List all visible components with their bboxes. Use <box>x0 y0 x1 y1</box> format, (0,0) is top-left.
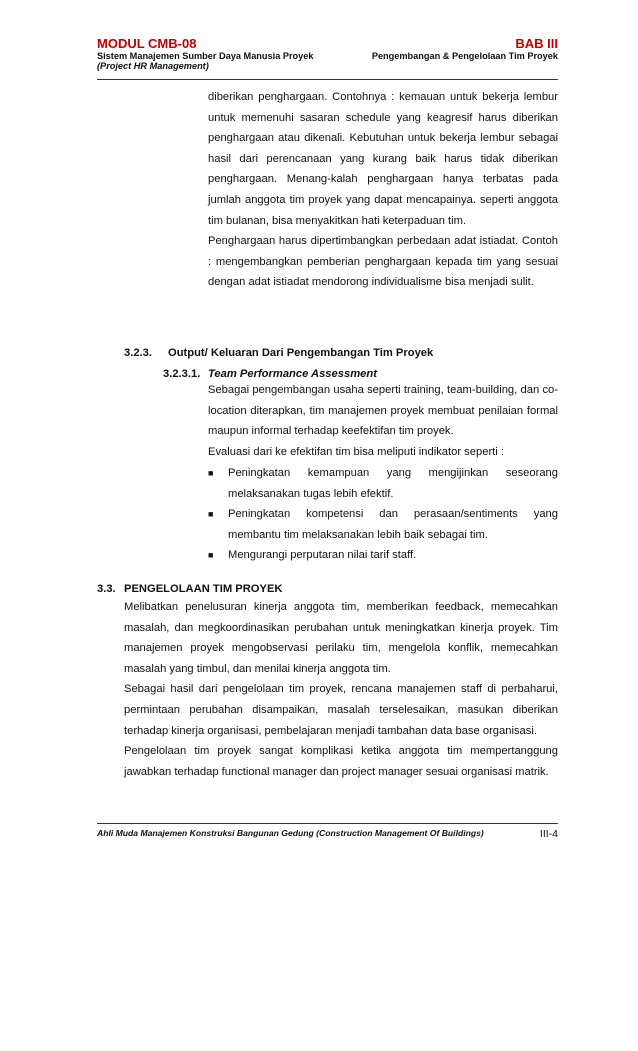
list-item: ■ Peningkatan kompetensi dan perasaan/sentiments yang membantu tim melaksanakan lebih baik sebagai tim. <box>208 504 558 545</box>
header-subtitle-left2: (Project HR Management) <box>97 61 209 71</box>
indicator-list <box>208 463 558 566</box>
section-number: 3.2.3.1. <box>163 368 201 380</box>
paragraph: diberikan penghargaan. Contohnya : kemauan untuk bekerja lembur untuk memenuhi sasaran schedule yang keagresif harus diberikan penghargaan atau dikenali. Kebutuhan untuk bekerja lembur sebagai hasil dari perencanaan yang kurang baik harus tidak diberikan penghargaan. Menang-kalah penghargaan hanya terbatas pada jumlah anggota tim proyek yang dapat mencapainya. seperti anggota tim bulanan, bisa menyakitkan hati keterpaduan tim. <box>208 91 558 227</box>
continued-text <box>208 87 558 293</box>
section-title: PENGELOLAAN TIM PROYEK <box>124 583 283 595</box>
header-subtitle-left: Sistem Manajemen Sumber Daya Manusia Proyek <box>97 51 314 61</box>
bullet-icon: ■ <box>208 468 214 478</box>
header-divider <box>97 79 558 80</box>
list-item: ■ Peningkatan kemampuan yang mengijinkan seseorang melaksanakan tugas lebih efektif. <box>208 463 558 504</box>
module-title: MODUL CMB-08 <box>97 36 197 51</box>
list-item: ■ Mengurangi perputaran nilai tarif staff. <box>208 545 558 566</box>
section-number: 3.3. <box>97 583 116 595</box>
page-header <box>97 36 558 71</box>
section-number: 3.2.3. <box>124 347 152 359</box>
paragraph: Evaluasi dari ke efektifan tim bisa meliputi indikator seperti : <box>208 445 504 458</box>
paragraph: Sebagai pengembangan usaha seperti training, team-building, dan co-location diterapkan, tim manajemen proyek membuat penilaian formal maupun informal terhadap keefektifan tim proyek. <box>208 384 558 438</box>
section-title: Output/ Keluaran Dari Pengembangan Tim Proyek <box>168 347 434 359</box>
paragraph: Melibatkan penelusuran kinerja anggota tim, memberikan feedback, memecahkan masalah, dan megkoordinasikan perubahan untuk meningkatkan kinerja proyek. Tim manajemen proyek mengobservasi perilaku tim, mengelola konflik, memecahkan masalah yang timbul, dan menilai kinerja anggota tim. <box>124 601 558 675</box>
bullet-icon: ■ <box>208 509 214 520</box>
footer-text: Ahli Muda Manajemen Konstruksi Bangunan Gedung (Construction Management Of Buildings) <box>97 828 484 838</box>
page-footer <box>97 828 558 840</box>
header-subtitle-right: Pengembangan & Pengelolaan Tim Proyek <box>371 51 558 61</box>
page-number: III-4 <box>539 828 558 840</box>
paragraph: Sebagai hasil dari pengelolaan tim proyek, rencana manajemen staff di perbaharui, permintaan perubahan disampaikan, masalah terselesaikan, masukan diberikan terhadap kinerja organisasi, pembelajaran menjadi tambahan data base organisasi. <box>124 683 558 737</box>
footer-divider <box>97 823 558 824</box>
paragraph: Pengelolaan tim proyek sangat komplikasi ketika anggota tim mempertanggung jawabkan terhadap functional manager dan project manager sesuai organisasi matrik. <box>124 745 558 778</box>
paragraph: Penghargaan harus dipertimbangkan perbedaan adat istiadat. Contoh : mengembangkan pemberian penghargaan kepada tim yang sesuai dengan adat istiadat mendorong individualisme bisa menjadi sulit. <box>208 235 558 289</box>
chapter-title: BAB III <box>515 36 558 51</box>
bullet-icon: ■ <box>208 550 214 561</box>
section-33-body <box>124 597 558 782</box>
section-title: Team Performance Assessment <box>208 368 377 380</box>
section-3231-body <box>208 380 558 462</box>
